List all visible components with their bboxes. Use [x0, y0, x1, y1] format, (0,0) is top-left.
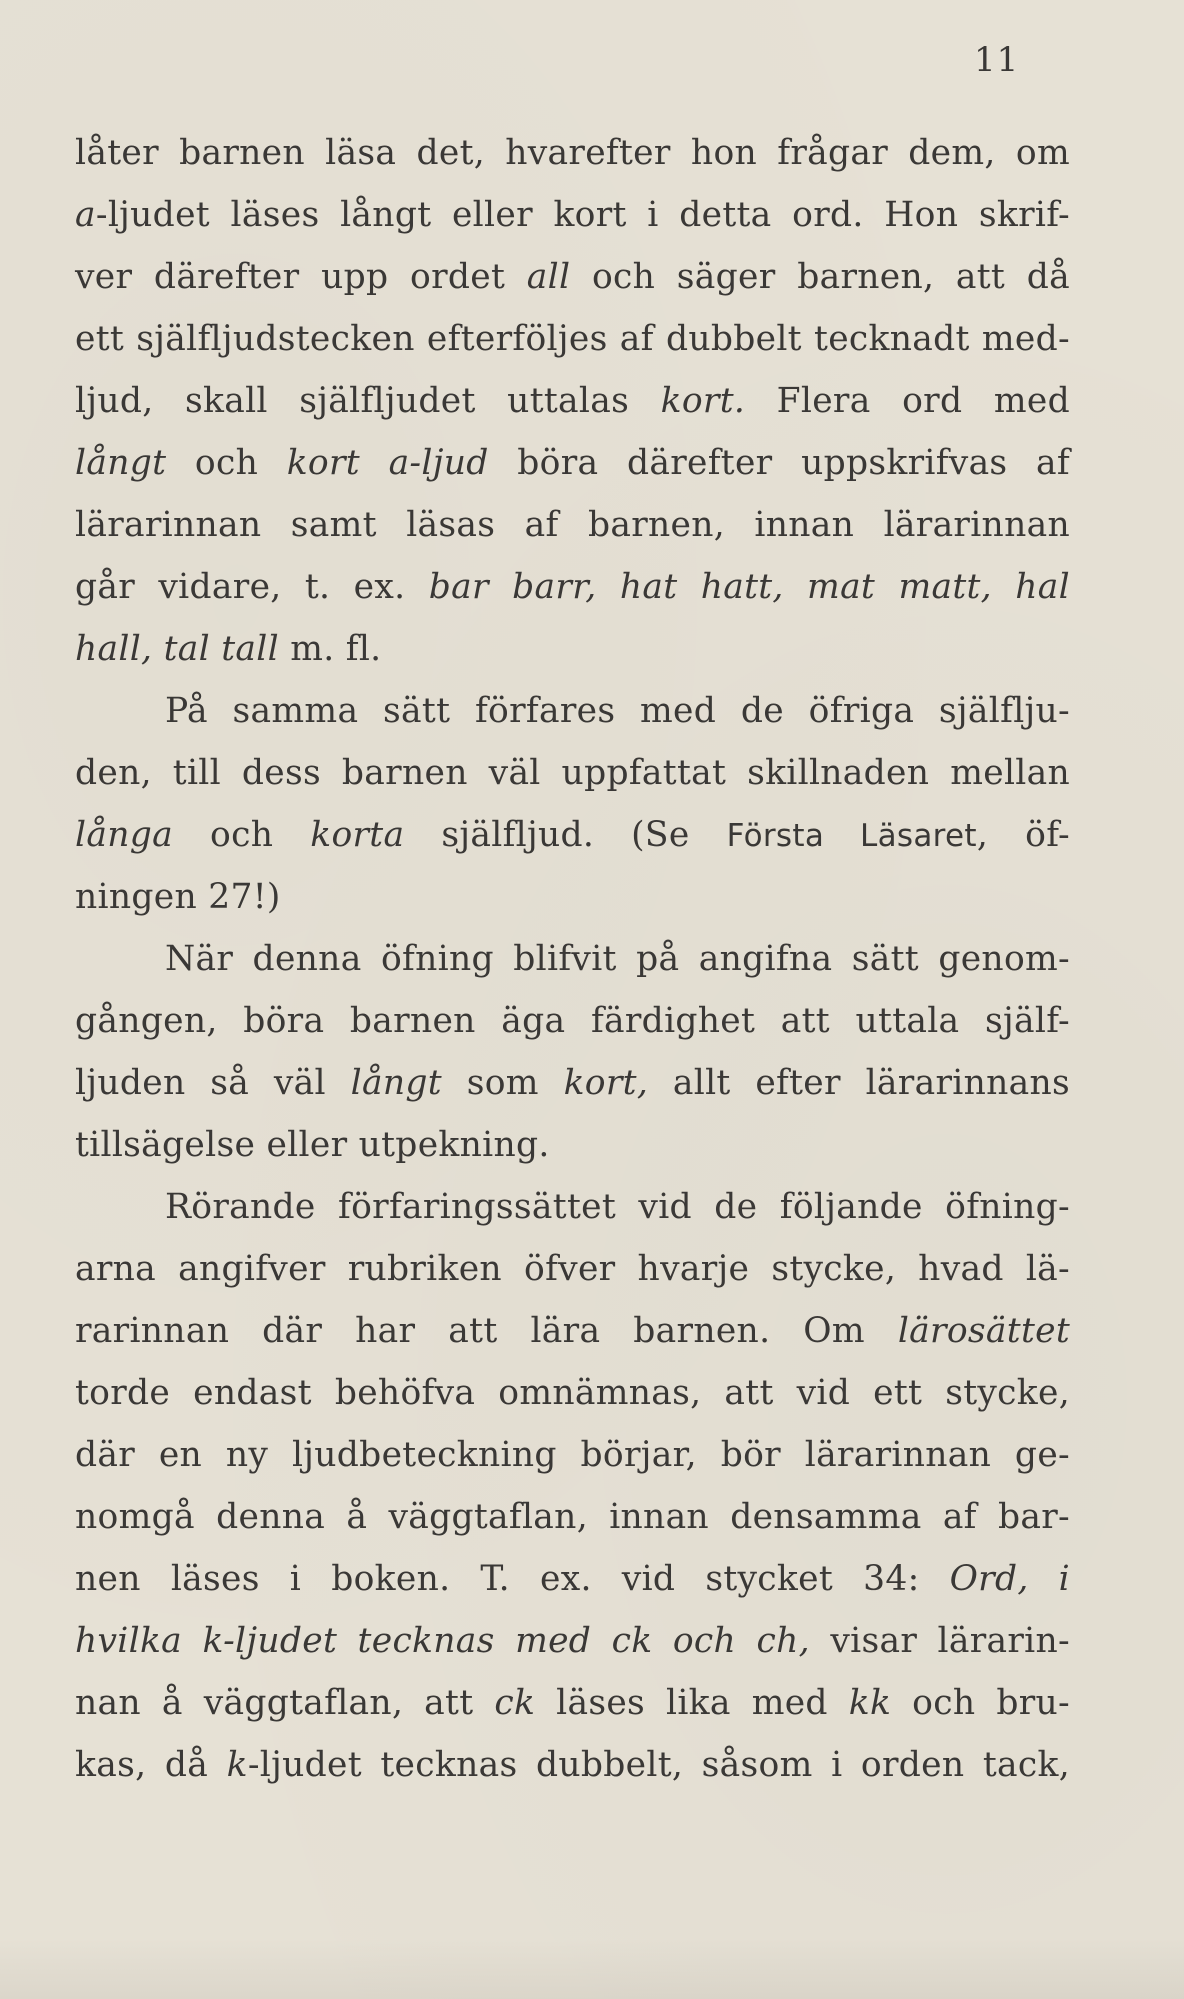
text-run: och bru-	[891, 1683, 1070, 1723]
text-line	[75, 866, 1070, 928]
text-line	[75, 432, 1070, 494]
text-run: Rörande förfaringssättet vid de följande öfning-	[165, 1187, 1070, 1227]
text-line	[75, 1548, 1070, 1610]
text-run: och	[166, 443, 287, 483]
italic-text: kk	[848, 1683, 892, 1723]
italic-text: a	[75, 195, 96, 235]
text-run: ljud, skall själfljudet uttalas	[75, 381, 661, 421]
italic-text: långa	[75, 815, 173, 855]
text-run: torde endast behöfva omnämnas, att vid ett stycke,	[75, 1373, 1070, 1413]
text-run: kas, då	[75, 1745, 227, 1785]
body-text	[75, 122, 1070, 1796]
text-run: låter barnen läsa det, hvarefter hon frågar dem, om	[75, 133, 1070, 173]
italic-text: lärosättet	[897, 1311, 1070, 1351]
text-run: och säger barnen, att då	[570, 257, 1070, 297]
text-line	[75, 1176, 1070, 1238]
text-run: Flera ord med	[745, 381, 1070, 421]
text-line	[75, 1734, 1070, 1796]
text-line	[75, 184, 1070, 246]
text-line	[75, 1362, 1070, 1424]
text-line	[75, 1672, 1070, 1734]
text-run: där en ny ljudbeteckning börjar, bör lärarinnan ge-	[75, 1435, 1070, 1475]
text-run: själfljud. (Se	[404, 815, 727, 855]
text-line	[75, 1052, 1070, 1114]
text-line	[75, 246, 1070, 308]
text-run: visar lärarin-	[809, 1621, 1070, 1661]
text-run: När denna öfning blifvit på angifna sätt genom-	[165, 939, 1070, 979]
text-run: allt efter lärarinnans	[648, 1063, 1070, 1103]
page-number: 11	[974, 40, 1020, 80]
italic-text: Ord, i	[949, 1559, 1070, 1599]
text-run: som	[441, 1063, 564, 1103]
text-run: läses lika med	[535, 1683, 849, 1723]
italic-text: hall, tal tall	[75, 629, 279, 669]
italic-text: långt	[350, 1063, 442, 1103]
text-line	[75, 370, 1070, 432]
text-line	[75, 990, 1070, 1052]
text-line	[75, 680, 1070, 742]
text-run: nan å väggtaflan, att	[75, 1683, 495, 1723]
text-line	[75, 1300, 1070, 1362]
text-run: m. fl.	[278, 629, 382, 669]
italic-text: kort a-ljud	[286, 443, 489, 483]
italic-text: ck	[494, 1683, 536, 1723]
text-run: lärarinnan samt läsas af barnen, innan lärarinnan	[75, 505, 1070, 545]
text-line	[75, 1424, 1070, 1486]
text-line	[75, 308, 1070, 370]
text-line	[75, 804, 1070, 866]
italic-text: hvilka k-ljudet tecknas med ck och ch,	[75, 1621, 810, 1661]
text-run: nomgå denna å väggtaflan, innan densamma af bar-	[75, 1497, 1070, 1537]
text-run: ver därefter upp ordet	[75, 257, 527, 297]
text-run: ningen 27!)	[75, 877, 281, 917]
text-line	[75, 494, 1070, 556]
text-run: , öf-	[976, 815, 1070, 855]
text-line	[75, 1610, 1070, 1672]
page-bottom-shadow	[0, 1939, 1184, 1999]
italic-text: långt	[75, 443, 167, 483]
text-run: den, till dess barnen väl uppfattat skillnaden mellan	[75, 753, 1070, 793]
italic-text: korta	[310, 815, 405, 855]
title-reference: Första Läsaret	[726, 818, 977, 854]
text-run: tillsägelse eller utpekning.	[75, 1125, 550, 1165]
italic-text: all	[526, 257, 571, 297]
text-run: går vidare, t. ex.	[75, 567, 429, 607]
text-run: böra därefter uppskrifvas af	[488, 443, 1070, 483]
italic-text: bar barr, hat hatt, mat matt, hal	[428, 567, 1070, 607]
text-line	[75, 122, 1070, 184]
text-run: nen läses i boken. T. ex. vid stycket 34:	[75, 1559, 950, 1599]
text-line	[75, 556, 1070, 618]
text-line	[75, 1486, 1070, 1548]
text-line	[75, 1114, 1070, 1176]
text-run: -ljudet läses långt eller kort i detta ord. Hon skrif-	[95, 195, 1070, 235]
italic-text: kort,	[563, 1063, 649, 1103]
italic-text: kort.	[660, 381, 746, 421]
italic-text: k	[226, 1745, 248, 1785]
text-run: rarinnan där har att lära barnen. Om	[75, 1311, 898, 1351]
text-run: och	[172, 815, 311, 855]
text-run: På samma sätt förfares med de öfriga själflju-	[165, 691, 1070, 731]
text-line	[75, 1238, 1070, 1300]
text-line	[75, 742, 1070, 804]
text-line	[75, 928, 1070, 990]
text-run: -ljudet tecknas dubbelt, såsom i orden tack,	[247, 1745, 1070, 1785]
text-run: ett själfljudstecken efterföljes af dubbelt tecknadt med-	[75, 319, 1070, 359]
text-run: gången, böra barnen äga färdighet att uttala själf-	[75, 1001, 1070, 1041]
text-run: ljuden så väl	[75, 1063, 351, 1103]
text-run: arna angifver rubriken öfver hvarje stycke, hvad lä-	[75, 1249, 1070, 1289]
text-line	[75, 618, 1070, 680]
